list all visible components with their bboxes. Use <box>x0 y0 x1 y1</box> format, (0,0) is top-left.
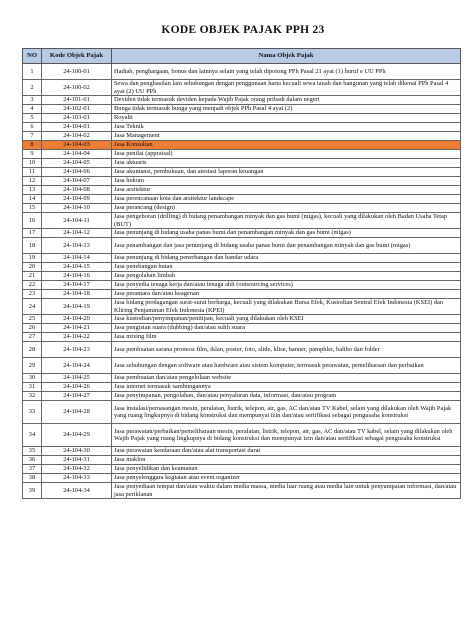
row-code: 24-104-28 <box>42 401 112 424</box>
row-name: Jasa kustodian/penyimpanan/penitipan, kecuali yang dilakukan oleh KSEI <box>112 315 461 324</box>
table-row <box>23 254 461 263</box>
row-code: 24-100-01 <box>42 64 112 80</box>
table-body <box>23 64 461 499</box>
row-code: 24-104-23 <box>42 342 112 358</box>
row-number: 23 <box>23 290 42 299</box>
row-code: 24-100-02 <box>42 80 112 96</box>
row-code: 24-104-15 <box>42 263 112 272</box>
row-name: Jasa penunjang di bidang penerbangan dan bandar udara <box>112 254 461 263</box>
row-number: 38 <box>23 474 42 483</box>
row-code: 24-104-18 <box>42 290 112 299</box>
table-row <box>23 96 461 105</box>
table-row <box>23 64 461 80</box>
table-header-row <box>23 49 461 64</box>
table-row <box>23 299 461 315</box>
row-number: 7 <box>23 132 42 141</box>
row-code: 24-104-32 <box>42 465 112 474</box>
row-name: Jasa penilai (appraisal) <box>112 150 461 159</box>
row-name: Royalti <box>112 114 461 123</box>
row-number: 35 <box>23 447 42 456</box>
row-name: Jasa penyelidikan dan keamanan <box>112 465 461 474</box>
row-number: 5 <box>23 114 42 123</box>
row-code: 24-104-16 <box>42 272 112 281</box>
document-title: KODE OBJEK PAJAK PPH 23 <box>161 24 325 36</box>
row-number: 8 <box>23 141 42 150</box>
row-name: Jasa penyelenggara kegiatan atau event organizer <box>112 474 461 483</box>
row-name: Sewa dan penghasilan lain sehubungan dengan penggunaan harta kecuali sewa tanah dan bangunan yang telah dikenai PPh Pasal 4 ayat (2) UU PPh <box>112 80 461 96</box>
row-number: 1 <box>23 64 42 80</box>
row-name: Jasa internet termasuk sambungannya <box>112 383 461 392</box>
row-name: Deviden tidak termasuk deviden kepada Wajib Pajak orang pribadi dalam negeri <box>112 96 461 105</box>
row-number: 9 <box>23 150 42 159</box>
row-number: 37 <box>23 465 42 474</box>
row-code: 24-104-06 <box>42 168 112 177</box>
row-code: 24-104-27 <box>42 392 112 401</box>
row-code: 24-104-30 <box>42 447 112 456</box>
table-row <box>23 195 461 204</box>
row-number: 18 <box>23 238 42 254</box>
table-row <box>23 186 461 195</box>
row-code: 24-104-03 <box>42 141 112 150</box>
row-name: Jasa penambangan dan jasa penunjang di bidang usaha panas bumi dan penambangan minyak dan gas bumi (migas) <box>112 238 461 254</box>
row-code: 24-104-19 <box>42 299 112 315</box>
row-code: 24-101-01 <box>42 96 112 105</box>
table-row <box>23 456 461 465</box>
row-code: 24-104-04 <box>42 150 112 159</box>
row-name: Jasa mixing film <box>112 333 461 342</box>
row-name: Jasa bidang perdagangan surat-surat berharga, kecuali yang dilakukan Bursa Efek, Kustodian Sentral Efek Indonesia (KSEI) dan Kliring Penjaminan Efek Indonesia (KPEI) <box>112 299 461 315</box>
row-code: 24-104-26 <box>42 383 112 392</box>
row-code: 24-104-31 <box>42 456 112 465</box>
table-row <box>23 80 461 96</box>
row-name: Jasa perawatan kendaraan dan/atau alat transportasi darat <box>112 447 461 456</box>
table-row <box>23 474 461 483</box>
row-code: 24-104-21 <box>42 324 112 333</box>
row-number: 3 <box>23 96 42 105</box>
row-code: 24-104-01 <box>42 123 112 132</box>
table-row <box>23 238 461 254</box>
row-name: Jasa maklon <box>112 456 461 465</box>
row-number: 11 <box>23 168 42 177</box>
row-number: 30 <box>23 374 42 383</box>
row-code: 24-104-09 <box>42 195 112 204</box>
row-number: 13 <box>23 186 42 195</box>
row-code: 24-102-01 <box>42 105 112 114</box>
table-row <box>23 424 461 447</box>
row-name: Jasa pembuatan sarana promosi film, iklan, poster, foto, slide, klise, banner, pamphlet, baliho dan folder <box>112 342 461 358</box>
row-code: 24-104-17 <box>42 281 112 290</box>
row-number: 34 <box>23 424 42 447</box>
row-number: 32 <box>23 392 42 401</box>
row-number: 22 <box>23 281 42 290</box>
table-row <box>23 114 461 123</box>
row-code: 24-104-33 <box>42 474 112 483</box>
row-number: 24 <box>23 299 42 315</box>
row-code: 24-104-34 <box>42 483 112 499</box>
table-row <box>23 324 461 333</box>
row-number: 29 <box>23 358 42 374</box>
row-number: 14 <box>23 195 42 204</box>
row-name: Jasa pengisian suara (dubbing) dan/atau sulih suara <box>112 324 461 333</box>
table-row <box>23 392 461 401</box>
row-name: Jasa aktuaris <box>112 159 461 168</box>
row-name: Jasa Konsultan <box>112 141 461 150</box>
table-row <box>23 141 461 150</box>
row-number: 6 <box>23 123 42 132</box>
row-name: Jasa pembuatan dan/atau pengelolaan website <box>112 374 461 383</box>
row-code: 24-104-11 <box>42 213 112 229</box>
table-row <box>23 465 461 474</box>
row-number: 16 <box>23 213 42 229</box>
row-name: Jasa arsitektur <box>112 186 461 195</box>
table-row <box>23 281 461 290</box>
row-number: 27 <box>23 333 42 342</box>
table-row <box>23 333 461 342</box>
row-code: 24-104-05 <box>42 159 112 168</box>
row-code: 24-104-13 <box>42 238 112 254</box>
row-name: Jasa perencanaan kota dan arsitektur landscape <box>112 195 461 204</box>
table-row <box>23 177 461 186</box>
tax-object-code-table <box>22 48 461 499</box>
row-name: Jasa pengeboran (drilling) di bidang penambangan minyak dan gas bumi (migas), kecuali yang dilakukan oleh Badan Usaha Tetap (BUT) <box>112 213 461 229</box>
table-row <box>23 213 461 229</box>
table-row <box>23 229 461 238</box>
row-number: 10 <box>23 159 42 168</box>
table-row <box>23 401 461 424</box>
row-number: 15 <box>23 204 42 213</box>
table-row <box>23 204 461 213</box>
row-name: Bunga tidak termasuk bunga yang menjadi objek PPh Pasal 4 ayat (2) <box>112 105 461 114</box>
row-code: 24-104-14 <box>42 254 112 263</box>
row-number: 33 <box>23 401 42 424</box>
table-row <box>23 358 461 374</box>
row-code: 24-104-08 <box>42 186 112 195</box>
row-code: 24-104-12 <box>42 229 112 238</box>
row-name: Jasa perancang (design) <box>112 204 461 213</box>
table-row <box>23 290 461 299</box>
table-row <box>23 447 461 456</box>
table-row <box>23 105 461 114</box>
row-number: 2 <box>23 80 42 96</box>
row-name: Jasa penyimpanan, pengolahan, dan/atau penyaluran data, informasi, dan/atau program <box>112 392 461 401</box>
header-code: Kode Objek Pajak <box>42 49 112 64</box>
row-code: 24-104-10 <box>42 204 112 213</box>
row-code: 24-103-01 <box>42 114 112 123</box>
table-row <box>23 159 461 168</box>
table-row <box>23 315 461 324</box>
row-number: 31 <box>23 383 42 392</box>
row-name: Jasa perawatan/perbaikan/pemeliharaan mesin, peralatan, listrik, telepon, air, gas, AC dan/atau TV kabel, selain yang dilakukan oleh Wajib Pajak yang ruang lingkupnya di bidang konstruksi dan mempunyai izin dan/atau sertifikasi sebagai pengusaha konstruksi <box>112 424 461 447</box>
table-row <box>23 342 461 358</box>
row-name: Jasa perantara dan/atau keagenan <box>112 290 461 299</box>
row-name: Jasa penyedia tenaga kerja dan/atau tenaga ahli (outsourcing services) <box>112 281 461 290</box>
row-number: 21 <box>23 272 42 281</box>
row-name: Jasa Management <box>112 132 461 141</box>
table-row <box>23 150 461 159</box>
row-code: 24-104-24 <box>42 358 112 374</box>
row-code: 24-104-25 <box>42 374 112 383</box>
row-number: 20 <box>23 263 42 272</box>
row-number: 26 <box>23 324 42 333</box>
row-number: 17 <box>23 229 42 238</box>
row-name: Jasa sehubungan dengan software atau hardware atau sistem komputer, termasuk perawatan, pemeliharaan dan perbaikan <box>112 358 461 374</box>
row-name: Jasa penebangan hutan <box>112 263 461 272</box>
row-name: Jasa instalasi/pemasangan mesin, peralatan, listrik, telepon, air, gas, AC dan/atau TV Kabel, selain yang dilakukan oleh Wajib Pajak yang ruang lingkupnya di bidang konstruksi dan mempunyai izin dan/atau sertifikasi sebagai pengusaha konstruksi <box>112 401 461 424</box>
row-name: Jasa penyediaan tempat dan/atau waktu dalam media massa, media luar ruang atau media lain untuk penyampaian informasi, dan/atau jasa periklanan <box>112 483 461 499</box>
table-row <box>23 374 461 383</box>
table-row <box>23 383 461 392</box>
row-number: 28 <box>23 342 42 358</box>
row-number: 4 <box>23 105 42 114</box>
table-row <box>23 123 461 132</box>
table-row <box>23 168 461 177</box>
row-code: 24-104-02 <box>42 132 112 141</box>
row-number: 39 <box>23 483 42 499</box>
table-row <box>23 132 461 141</box>
row-number: 19 <box>23 254 42 263</box>
header-name: Nama Objek Pajak <box>112 49 461 64</box>
row-name: Jasa penunjang di bidang usaha panas bumi dan penambangan minyak dan gas bumi (migas) <box>112 229 461 238</box>
row-number: 36 <box>23 456 42 465</box>
row-name: Hadiah, penghargaan, bonus dan lainnya selain yang telah dipotong PPh Pasal 21 ayat (1) huruf e UU PPh <box>112 64 461 80</box>
row-name: Jasa Teknik <box>112 123 461 132</box>
row-name: Jasa hukum <box>112 177 461 186</box>
table-row <box>23 272 461 281</box>
row-code: 24-104-07 <box>42 177 112 186</box>
row-name: Jasa pengolahan limbah <box>112 272 461 281</box>
row-code: 24-104-29 <box>42 424 112 447</box>
row-code: 24-104-20 <box>42 315 112 324</box>
row-number: 25 <box>23 315 42 324</box>
row-name: Jasa akuntansi, pembukuan, dan atestasi laporan keuangan <box>112 168 461 177</box>
table-row <box>23 263 461 272</box>
table-row <box>23 483 461 499</box>
row-number: 12 <box>23 177 42 186</box>
header-no: NO <box>23 49 42 64</box>
row-code: 24-104-22 <box>42 333 112 342</box>
